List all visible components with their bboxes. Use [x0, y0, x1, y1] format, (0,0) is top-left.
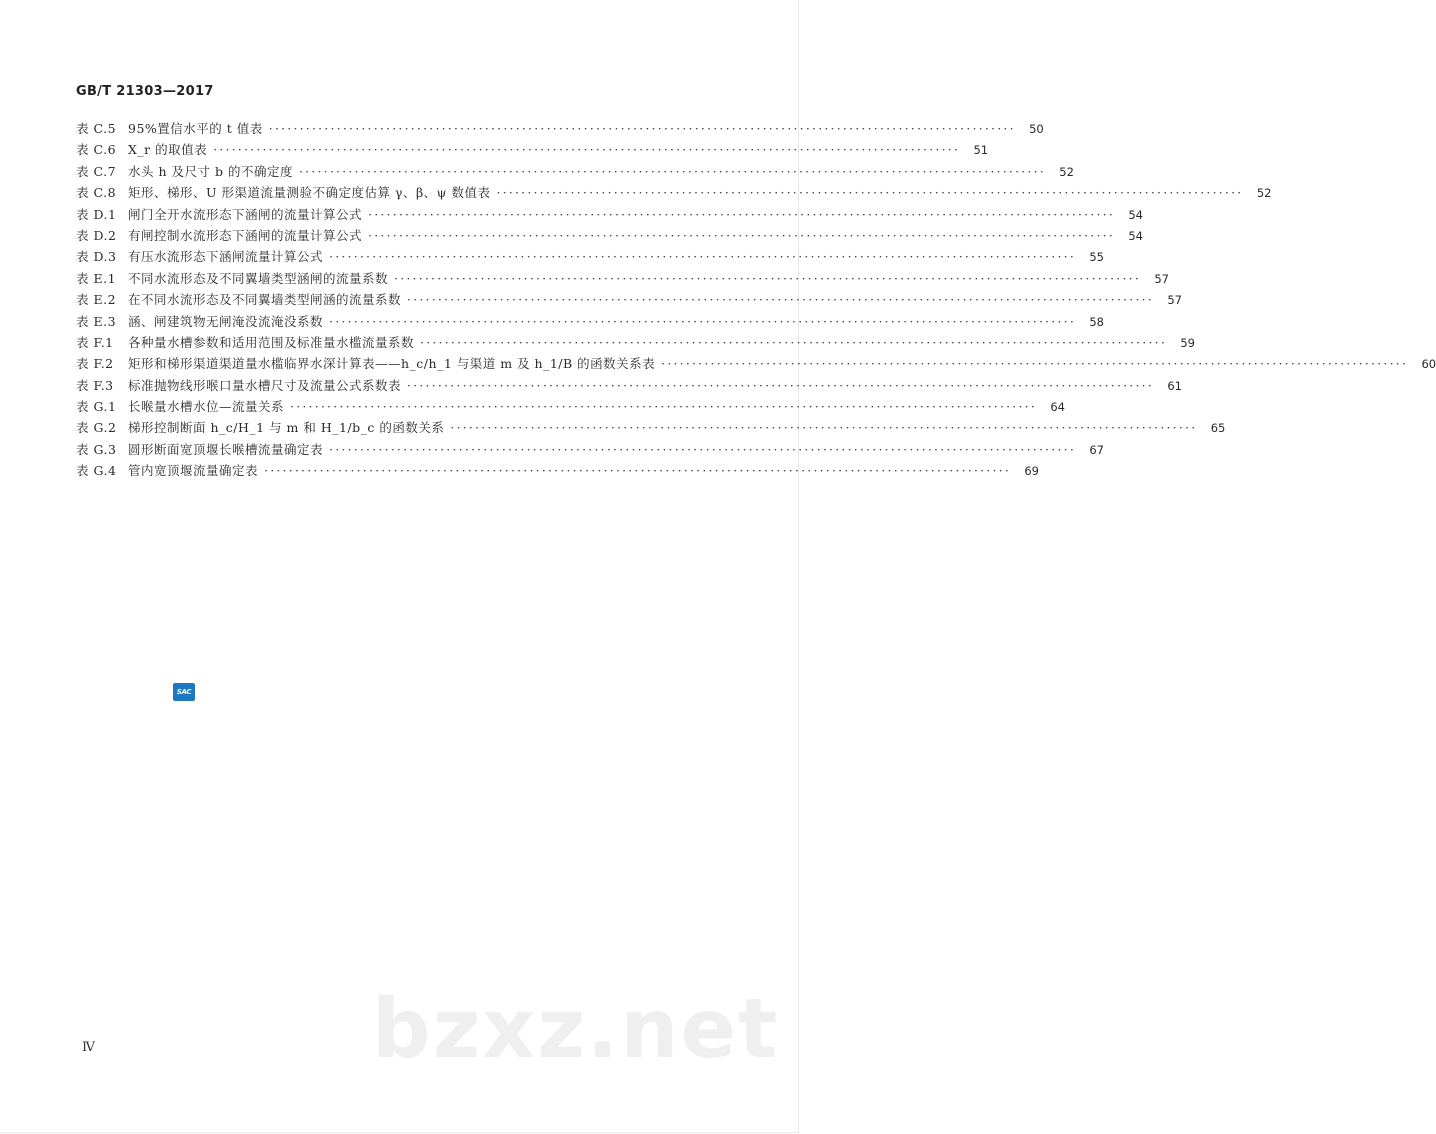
- toc-table-title: 长喉量水槽水位—流量关系: [128, 399, 285, 415]
- toc-table-label: 表 G.1: [76, 399, 117, 415]
- toc-page-number: 54: [1128, 207, 1143, 222]
- toc-entry[interactable]: [76, 439, 1104, 460]
- toc-entry[interactable]: [76, 204, 1143, 225]
- toc-table-title: 有闸控制水流形态下涵闸的流量计算公式: [128, 227, 363, 243]
- dot-leader: [368, 204, 1115, 225]
- dot-leader: [213, 139, 960, 160]
- dot-leader: [290, 396, 1037, 417]
- toc-table-label: 表 F.2: [76, 356, 114, 372]
- toc-table-title: 矩形、梯形、U 形渠道流量测验不确定度估算 γ、β、ψ 数值表: [128, 185, 491, 201]
- toc-table-label: 表 D.1: [76, 206, 117, 222]
- toc-table-label: 表 F.1: [76, 334, 114, 350]
- toc-entry[interactable]: [76, 396, 1065, 417]
- toc-page-number: 55: [1089, 250, 1104, 265]
- toc-table-title: 各种量水槽参数和适用范围及标准量水槛流量系数: [128, 334, 415, 350]
- toc-table-title: X_r 的取值表: [128, 142, 208, 158]
- toc-page-number: 58: [1089, 314, 1104, 329]
- toc-entry[interactable]: [76, 268, 1169, 289]
- sac-logo: SAC: [173, 683, 195, 701]
- toc-table-label: 表 C.7: [76, 163, 117, 179]
- toc-page-number: 54: [1128, 228, 1143, 243]
- toc-entry[interactable]: [76, 417, 1226, 438]
- toc-page-number: 50: [1029, 122, 1044, 136]
- toc-table-label: 表 E.1: [76, 270, 117, 286]
- dot-leader: [407, 375, 1154, 396]
- toc-table-title: 矩形和梯形渠道渠道量水槛临界水深计算表——h_c/h_1 与渠道 m 及 h_1/B 的函数关系表: [128, 356, 656, 372]
- toc-table-title: 梯形控制断面 h_c/H_1 与 m 和 H_1/b_c 的函数关系: [128, 420, 445, 436]
- toc-page-number: 61: [1167, 378, 1182, 393]
- toc-page-number: 64: [1050, 400, 1065, 415]
- dot-leader: [264, 460, 1011, 481]
- dot-leader: [420, 332, 1167, 353]
- toc-entry[interactable]: [76, 225, 1143, 246]
- toc-entry[interactable]: [76, 139, 989, 160]
- toc-table-label: 表 E.3: [76, 313, 117, 329]
- toc-table-label: 表 G.3: [76, 441, 117, 457]
- toc-table-label: 表 E.2: [76, 292, 117, 308]
- toc-entry[interactable]: [76, 161, 1074, 182]
- toc-table-label: 表 D.3: [76, 249, 117, 265]
- toc-table-title: 管内宽顶堰流量确定表: [128, 463, 259, 479]
- toc-table-title: 水头 h 及尺寸 b 的不确定度: [128, 163, 293, 179]
- toc-page-number: 57: [1154, 271, 1169, 286]
- toc-page-number: 52: [1256, 186, 1272, 201]
- toc-table-label: 表 G.4: [76, 463, 117, 479]
- dot-leader: [450, 417, 1197, 438]
- page-number: Ⅳ: [82, 1040, 95, 1055]
- dot-leader: [407, 289, 1154, 310]
- site-watermark: bzxz.net: [372, 982, 780, 1077]
- standard-code-header: GB/T 21303—2017: [76, 84, 214, 99]
- dot-leader: [269, 118, 1016, 139]
- table-list: [76, 118, 1436, 482]
- dot-leader: [329, 439, 1076, 460]
- toc-entry[interactable]: [76, 353, 1436, 374]
- toc-entry[interactable]: [76, 182, 1272, 203]
- toc-page-number: 65: [1210, 421, 1226, 436]
- toc-table-title: 在不同水流形态及不同翼墙类型闸涵的流量系数: [128, 292, 402, 308]
- toc-page-number: 69: [1024, 464, 1039, 479]
- toc-table-label: 表 G.2: [76, 420, 117, 436]
- toc-table-label: 表 C.6: [76, 142, 117, 158]
- dot-leader: [329, 311, 1076, 332]
- toc-table-label: 表 F.3: [76, 377, 114, 393]
- toc-page-number: 60: [1421, 357, 1436, 372]
- toc-entry[interactable]: [76, 246, 1104, 267]
- dot-leader: [329, 246, 1076, 267]
- dot-leader: [394, 268, 1141, 289]
- toc-entry[interactable]: [76, 289, 1182, 310]
- dot-leader: [368, 225, 1115, 246]
- toc-page-number: 51: [973, 143, 989, 158]
- toc-entry[interactable]: [76, 460, 1039, 481]
- toc-table-title: 有压水流形态下涵闸流量计算公式: [128, 249, 324, 265]
- toc-page-number: 57: [1167, 293, 1182, 308]
- dot-leader: [661, 353, 1408, 374]
- toc-table-title: 圆形断面宽顶堰长喉槽流量确定表: [128, 441, 324, 457]
- toc-table-label: 表 D.2: [76, 227, 117, 243]
- toc-table-label: 表 C.5: [76, 121, 117, 136]
- toc-entry[interactable]: [76, 311, 1104, 332]
- toc-page-number: 67: [1089, 442, 1104, 457]
- dot-leader: [299, 161, 1046, 182]
- toc-entry[interactable]: [76, 332, 1195, 353]
- toc-table-title: 不同水流形态及不同翼墙类型涵闸的流量系数: [128, 270, 389, 286]
- toc-table-label: 表 C.8: [76, 185, 117, 201]
- toc-table-title: 95%置信水平的 t 值表: [128, 121, 263, 136]
- toc-table-title: 标准抛物线形喉口量水槽尺寸及流量公式系数表: [128, 377, 402, 393]
- toc-entry[interactable]: [76, 118, 1044, 139]
- toc-page-number: 59: [1180, 335, 1195, 350]
- dot-leader: [496, 182, 1243, 203]
- toc-entry[interactable]: [76, 375, 1182, 396]
- toc-table-title: 闸门全开水流形态下涵闸的流量计算公式: [128, 206, 363, 222]
- toc-table-title: 涵、闸建筑物无闸淹没流淹没系数: [128, 313, 324, 329]
- toc-page-number: 52: [1059, 164, 1074, 179]
